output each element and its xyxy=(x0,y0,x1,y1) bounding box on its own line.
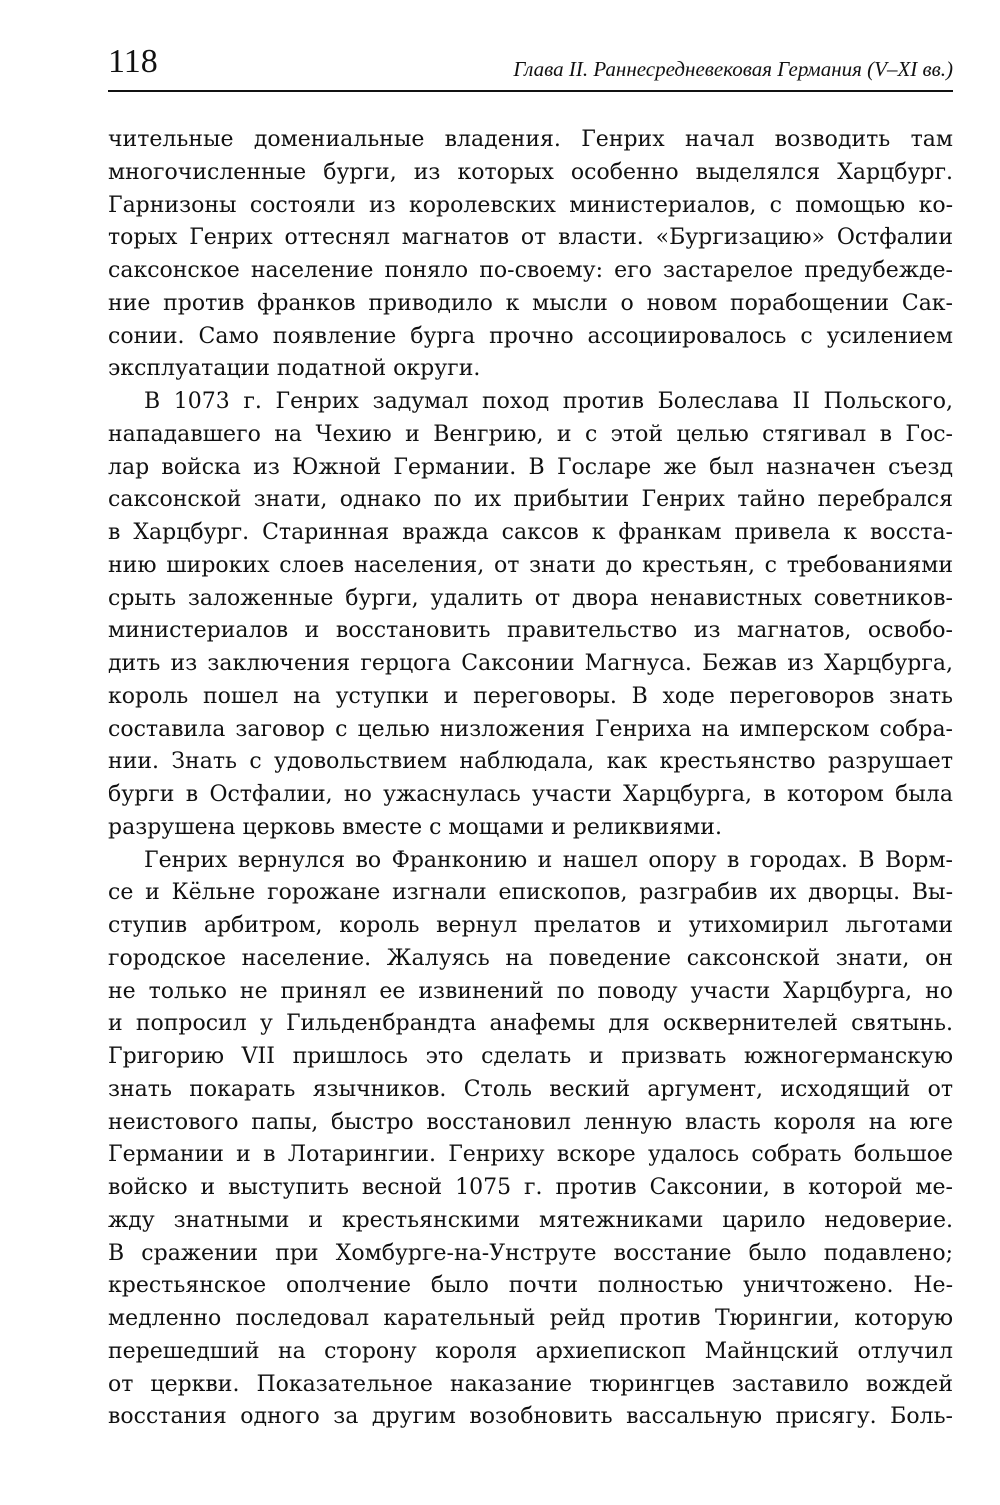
text-line: войско и выступить весной 1075 г. против Саксонии, в которой ме- xyxy=(108,1175,953,1200)
text-line: жду знатными и крестьянскими мятежниками царило недоверие. xyxy=(108,1207,953,1233)
text-line: король пошел на уступки и переговоры. В ходе переговоров знать xyxy=(108,683,953,709)
text-line: В 1073 г. Генрих задумал поход против Болеслава II Польского, xyxy=(144,389,953,414)
text-line: разрушена церковь вместе с мощами и реликвиями. xyxy=(108,814,722,840)
text-line: городское население. Жалуясь на поведение саксонской знати, он xyxy=(108,945,953,971)
running-header xyxy=(108,38,953,92)
text-line: составила заговор с целью низложения Генриха на имперском собра- xyxy=(108,716,953,742)
text-line: восстания одного за другим возобновить вассальную присягу. Боль- xyxy=(108,1404,953,1430)
text-line: медленно последовал карательный рейд против Тюрингии, которую xyxy=(108,1306,953,1331)
text-line: дить из заключения герцога Саксонии Магнуса. Бежав из Харцбурга, xyxy=(108,651,953,676)
text-line: нии. Знать с удовольствием наблюдала, как крестьянство разрушает xyxy=(108,749,953,775)
text-line: в Харцбург. Старинная вражда саксов к франкам привела к восста- xyxy=(108,520,953,545)
text-line: срыть заложенные бурги, удалить от двора ненавистных советников- xyxy=(108,585,953,611)
text-line: В сражении при Хомбурге-на-Унструте восстание было подавлено; xyxy=(108,1240,953,1266)
text-line: неистового папы, быстро восстановил ленную власть короля на юге xyxy=(108,1109,953,1135)
body-text xyxy=(108,124,953,1434)
page-number: 118 xyxy=(108,43,158,80)
text-line: перешедший на сторону короля архиепископ Майнцский отлучил xyxy=(108,1338,953,1364)
text-line: саксонское население поняло по-своему: его застарелое предубежде- xyxy=(108,258,953,283)
text-line: от церкви. Показательное наказание тюрингцев заставило вождей xyxy=(108,1371,953,1397)
text-line: чительные домениальные владения. Генрих начал возводить там xyxy=(108,127,953,152)
text-line: эксплуатации податной округи. xyxy=(108,356,481,382)
text-line: се и Кёльне горожане изгнали епископов, разграбив их дворцы. Вы- xyxy=(108,880,953,906)
text-line: министериалов и восстановить правительство из магнатов, освобо- xyxy=(108,618,953,644)
text-line: нападавшего на Чехию и Венгрию, и с этой целью стягивал в Гос- xyxy=(108,421,953,447)
text-line: крестьянское ополчение было почти полностью уничтожено. Не- xyxy=(108,1273,953,1299)
chapter-title: Глава II. Раннесредневековая Германия (V–XI вв.) xyxy=(513,57,953,81)
text-line: Григорию VII пришлось это сделать и призвать южногерманскую xyxy=(108,1044,953,1069)
text-line: саксонской знати, однако по их прибытии Генрих тайно перебрался xyxy=(108,487,953,513)
text-line: сонии. Само появление бурга прочно ассоциировалось с усилением xyxy=(108,323,953,349)
text-line: торых Генрих оттеснял магнатов от власти. «Бургизацию» Остфалии xyxy=(108,225,953,251)
text-line: многочисленные бурги, из которых особенно выделялся Харцбург. xyxy=(108,159,953,185)
book-page xyxy=(108,38,953,1434)
text-line: ние против франков приводило к мысли о новом порабощении Сак- xyxy=(108,290,953,316)
text-line: Гарнизоны состояли из королевских министериалов, с помощью ко- xyxy=(108,192,953,218)
text-line: нию широких слоев населения, от знати до крестьян, с требованиями xyxy=(108,552,953,578)
text-line: лар войска из Южной Германии. В Госларе же был назначен съезд xyxy=(108,454,953,480)
text-line: и попросил у Гильденбрандта анафемы для осквернителей святынь. xyxy=(108,1011,953,1037)
text-line: ступив арбитром, король вернул прелатов и утихомирил льготами xyxy=(108,913,953,938)
text-line: Генрих вернулся во Франконию и нашел опору в городах. В Ворм- xyxy=(144,847,953,873)
text-line: бурги в Остфалии, но ужаснулась участи Харцбурга, в котором была xyxy=(108,782,953,807)
text-line: не только не принял ее извинений по поводу участи Харцбурга, но xyxy=(108,978,953,1004)
text-line: Германии и в Лотарингии. Генриху вскоре удалось собрать большое xyxy=(108,1142,953,1168)
paragraph xyxy=(108,845,953,1435)
text-line: знать покарать язычников. Столь веский аргумент, исходящий от xyxy=(108,1076,953,1102)
paragraph xyxy=(108,386,953,845)
paragraph xyxy=(108,124,953,386)
